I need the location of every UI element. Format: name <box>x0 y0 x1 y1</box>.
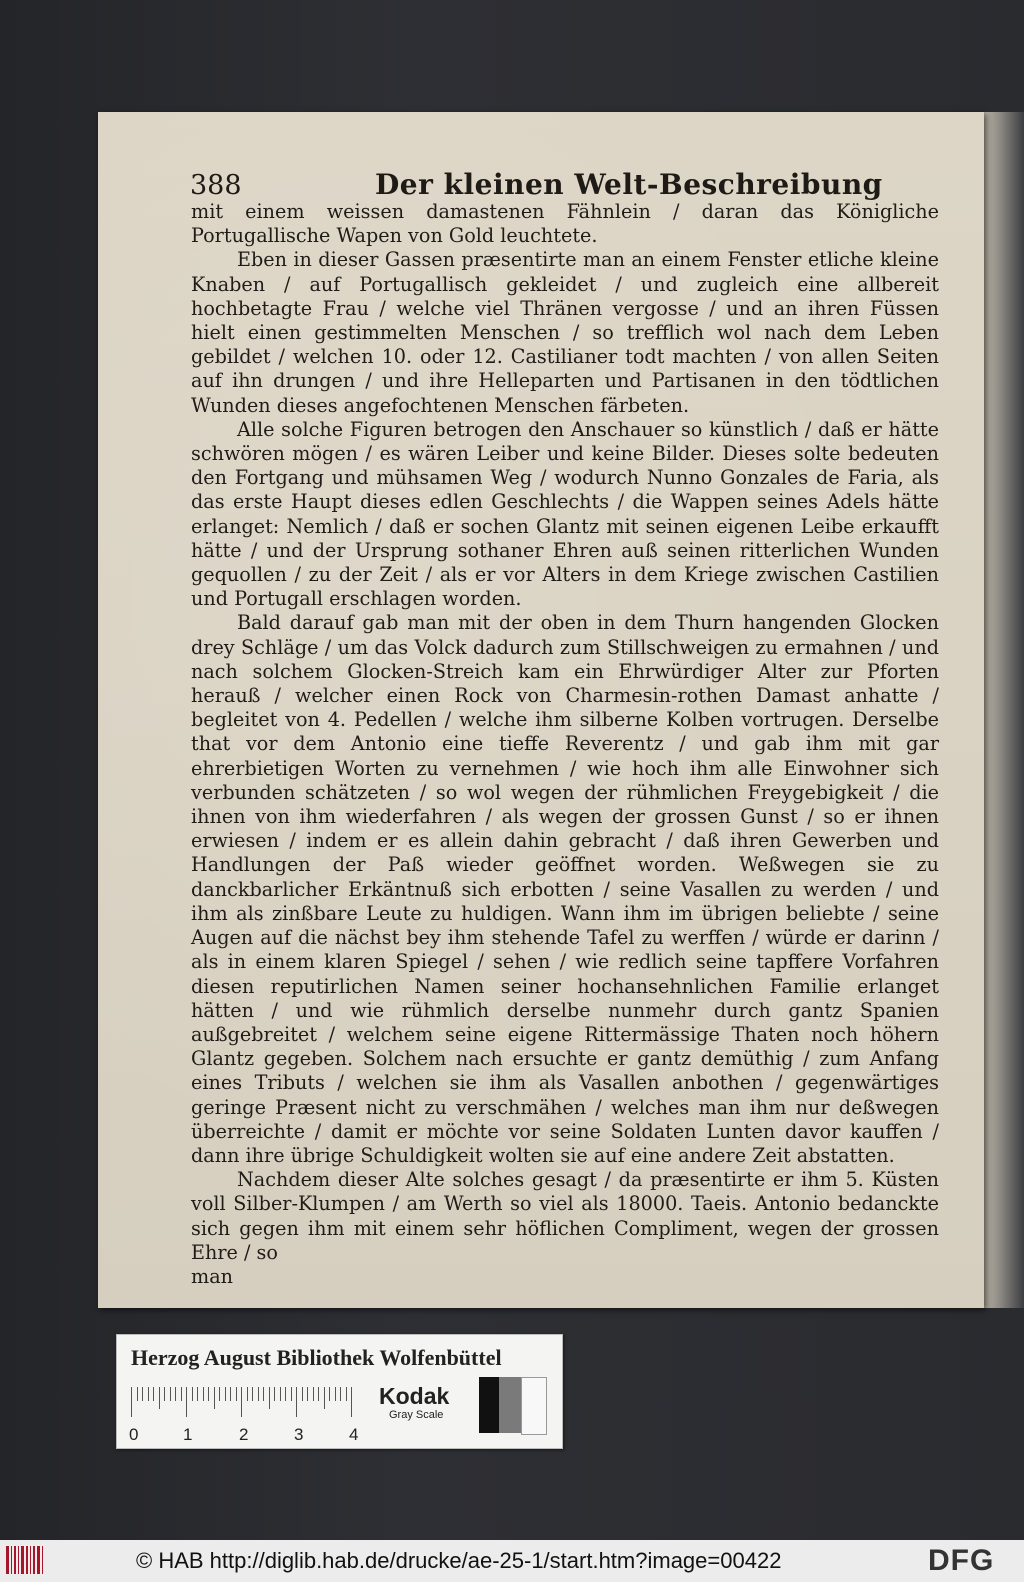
ruler-tick <box>241 1387 242 1417</box>
barcode-bar <box>21 1546 24 1574</box>
running-title: Der kleinen Welt-Beschreibung <box>375 168 883 201</box>
ruler-tick <box>291 1387 292 1401</box>
paragraph: Alle solche Figuren betrogen den Anschauer so künstlich / daß er hätte schwören mögen / es wären Leiber und keine Bilder. Dieses solte bedeuten den Fortgang und mühsamen Weg / wodurch Nunno Gonzales de Faria, als das erste Haupt dieses edlen Geschlechts / die Wappen seines Adels hätte erlanget: Nemlich / daß er sochen Glantz mit seinen eigenen Leibe erkaufft hätte / und der Ursprung sothaner Ehren auß seinen ritterlichen Wunden gequollen / zu der Zeit / als er vor Alters in dem Kriege zwischen Castilien und Portugall erschlagen worden. <box>191 417 939 611</box>
page-number: 388 <box>190 170 242 201</box>
ruler-tick <box>142 1387 143 1401</box>
ruler-tick <box>153 1387 154 1401</box>
book-page <box>98 112 984 1308</box>
ruler-tick <box>131 1387 132 1417</box>
ruler-tick <box>302 1387 303 1401</box>
ruler-tick <box>247 1387 248 1401</box>
barcode-bar <box>26 1546 28 1574</box>
ruler-tick <box>230 1387 231 1401</box>
paragraph: Bald darauf gab man mit der oben in dem Thurn hangenden Glocken drey Schläge / um das Volck dadurch zum Stillschweigen zu ermahnen / und nach solchem Glocken-Streich kam ein Ehrwürdiger Alter zur Pforten herauß / welcher einen Rock von Charmesin-rothen Damast anhatte / begleitet von 4. Pedellen / welche ihm silberne Kolben vortrugen. Derselbe that vor dem Antonio eine tieffe Reverentz / und gab ihm mit gar ehrerbietigen Worten zu vernehmen / wie hoch ihm alle Einwohner sich verbunden schätzeten / so wol wegen der rühmlichen Freygebigkeit / die ihnen von ihm wiederfahren / als wegen der grossen Gunst / so er ihnen erwiesen / indem er es allein dahin gebracht / daß ihren Gewerben und Handlungen der Paß wieder geöffnet worden. Weßwegen sie zu danckbarlicher Erkäntnuß sich erbotten / seine Vasallen zu werden / und ihm als zinßbare Leute zu huldigen. Wann ihm im übrigen beliebte / seine Augen auf die nächst bey ihm stehende Tafel zu werffen / würde er darinn / als in einem klaren Spiegel / sehen / wie redlich seine tapffere Vorfahren diesen reputirlichen Namen seiner hochansehnlichen Familie erlanget hätten / und wie rühmlich derselbe nunmehr durch gantz Spanien außgebreitet / welchem seine eigene Rittermässige Thaten noch höhern Glantz gegeben. Solchem nach ersuchte er gantz demüthig / zum Anfang eines Tributs / welchen sie ihm als Vasallen anbothen / gegenwärtiges geringe Præsent nicht zu verschmähen / welches man ihm nur deßwegen überreichte / damit er möchte vor seine Soldaten Lunten davor kauffen / dann ihre übrige Schuldigkeit wolten sie auf eine andere Zeit abstatten. <box>191 611 939 1167</box>
ruler-number: 1 <box>183 1425 193 1444</box>
ruler-number: 4 <box>349 1425 359 1444</box>
ruler-tick <box>346 1387 347 1401</box>
ruler-tick <box>269 1387 270 1409</box>
paragraph: mit einem weissen damastenen Fähnlein / daran das Königliche Portugallische Wapen von Gold leuchtete. <box>191 200 939 248</box>
ruler-tick <box>181 1387 182 1401</box>
kodak-brand: Kodak <box>379 1383 450 1409</box>
barcode-bar <box>18 1546 19 1574</box>
swatch-white <box>521 1377 547 1435</box>
ruler-tick <box>324 1387 325 1409</box>
barcode-bar <box>14 1546 16 1574</box>
ruler-tick <box>263 1387 264 1401</box>
ruler-number: 2 <box>239 1425 249 1444</box>
barcode-bar <box>37 1546 40 1574</box>
ruler-tick <box>236 1387 237 1401</box>
paragraph: Nachdem dieser Alte solches gesagt / da præsentirte er ihm 5. Küsten voll Silber-Klumpen / am Werth so viel als 18000. Taeis. Antonio bedanckte sich gegen ihm mit einem sehr höflichen Compliment, wegen der grossen Ehre / so <box>191 1168 939 1264</box>
ruler-tick <box>175 1387 176 1401</box>
scale-ruler <box>129 1387 361 1444</box>
barcode-bar <box>30 1546 31 1574</box>
page-edge-shadow <box>984 112 1024 1308</box>
ruler-tick <box>274 1387 275 1401</box>
barcode-bar <box>42 1546 43 1574</box>
ruler-tick <box>159 1387 160 1409</box>
ruler-tick <box>203 1387 204 1401</box>
ruler-tick <box>252 1387 253 1401</box>
ruler-tick <box>192 1387 193 1401</box>
ruler-tick <box>280 1387 281 1401</box>
swatch-gray <box>499 1377 521 1433</box>
ruler-tick <box>258 1387 259 1401</box>
ruler-tick <box>137 1387 138 1401</box>
ruler-tick <box>335 1387 336 1401</box>
barcode-bar <box>6 1546 9 1574</box>
ruler-tick <box>170 1387 171 1401</box>
ruler-tick <box>296 1387 297 1417</box>
ruler-tick <box>285 1387 286 1401</box>
ruler-tick <box>208 1387 209 1401</box>
barcode-bar <box>11 1546 12 1574</box>
ruler-tick <box>225 1387 226 1401</box>
page-text <box>191 200 939 1289</box>
ruler-tick <box>329 1387 330 1401</box>
dfg-logo: DFG <box>928 1544 995 1577</box>
ruler-tick <box>340 1387 341 1401</box>
swatch-black <box>479 1377 499 1433</box>
ruler-tick <box>148 1387 149 1401</box>
paragraph: Eben in dieser Gassen præsentirte man an einem Fenster etliche kleine Knaben / auf Portugallisch gekleidet / und zugleich eine allbereit hochbetagte Frau / welche viel Thränen vergosse / und an ihren Füssen hielt einen gestimmelten Menschen / so trefflich wol nach dem Leben gebildet / welchen 10. oder 12. Castilianer todt machten / von allen Seiten auf ihn drungen / und ihre Helleparten und Partisanen in den tödtlichen Wunden dieses angefochtenen Menschen färbeten. <box>191 248 939 417</box>
barcode-bar <box>33 1546 35 1574</box>
ruler-tick <box>351 1387 352 1417</box>
ruler-tick <box>214 1387 215 1409</box>
ruler-number: 3 <box>294 1425 304 1444</box>
ruler-tick <box>197 1387 198 1401</box>
footer-bar <box>0 1540 1024 1582</box>
gray-scale-label: Gray Scale <box>389 1409 444 1421</box>
ruler-number: 0 <box>129 1425 139 1444</box>
barcode-icon <box>6 1546 46 1574</box>
ruler-tick <box>219 1387 220 1401</box>
ruler-tick <box>307 1387 308 1401</box>
catchword: man <box>191 1264 233 1288</box>
ruler-tick <box>186 1387 187 1417</box>
color-reference-card <box>116 1334 563 1449</box>
copyright-link[interactable]: © HAB http://diglib.hab.de/drucke/ae-25-1/start.htm?image=00422 <box>136 1548 782 1573</box>
library-name: Herzog August Bibliothek Wolfenbüttel <box>131 1345 502 1370</box>
ruler-tick <box>318 1387 319 1401</box>
ruler-tick <box>164 1387 165 1401</box>
ruler-tick <box>313 1387 314 1401</box>
